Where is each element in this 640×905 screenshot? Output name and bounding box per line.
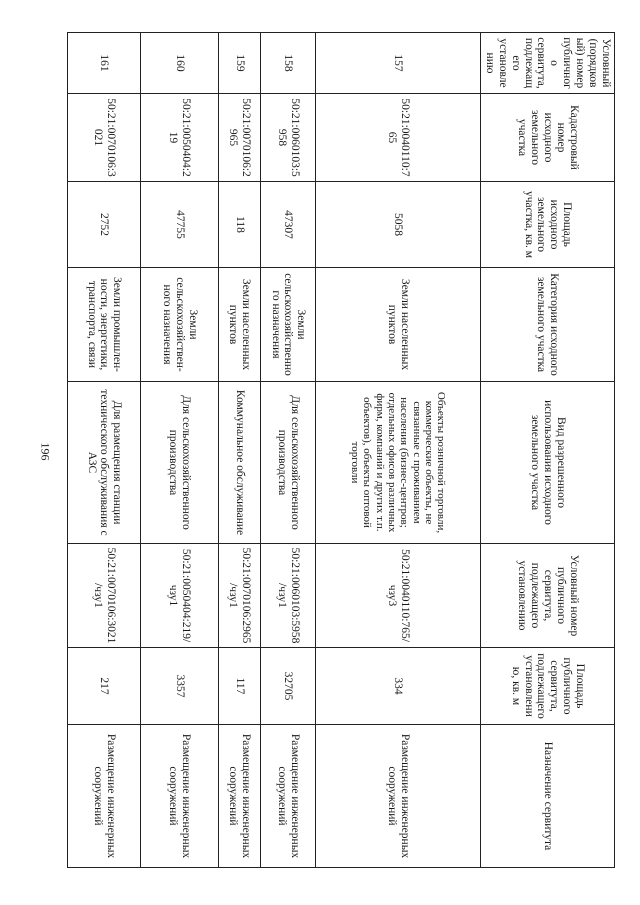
header-servitude-ordinal: Условный (порядковый) номер публичного сервитута, подлежащего установлению [481,33,615,94]
header-cadastral-number: Кадастровый номер исходного земельного участка [481,94,615,182]
cell-number: 159 [218,33,261,94]
header-land-category: Категория исходного земельного участка [481,268,615,382]
cell-servitude-area: 3357 [140,648,218,725]
cell-category: Земли сельскохозяйствен-ного назначения [140,268,218,382]
cell-cadastral: 50:21:0070106:2965 [218,94,261,182]
cell-area: 47755 [140,182,218,268]
cell-servitude-number: 50:21:0050404:219/чзу1 [140,544,218,648]
cell-servitude-number: 50:21:0070106:3021/чзу1 [68,544,141,648]
cell-number: 161 [68,33,141,94]
header-servitude-purpose: Назначение сервитута [481,725,615,868]
cell-cadastral: 50:21:0050404:219 [140,94,218,182]
cell-category: Земли сельскохозяйственно го назначения [261,268,316,382]
table-header-row [481,33,615,868]
table-row [218,33,261,868]
cell-number: 158 [261,33,316,94]
cell-category: Земли промышлен-ности, энергетики, транспорта, связи [68,268,141,382]
cell-number: 157 [315,33,480,94]
cell-servitude-area: 32705 [261,648,316,725]
cell-permitted-use: Для сельскохозяйственного производства [140,382,218,544]
cell-permitted-use: Для сельскохозяйственного производства [261,382,316,544]
cell-servitude-number: 50:21:0040110:765/чзу3 [315,544,480,648]
cell-area: 47307 [261,182,316,268]
cell-category: Земли населенных пунктов [218,268,261,382]
cell-permitted-use: Коммунальное обслуживание [218,382,261,544]
cell-servitude-number: 50:21:0070106:2965/чзу1 [218,544,261,648]
servitude-table [67,32,615,868]
cell-purpose: Размещение инженерных сооружений [68,725,141,868]
cell-permitted-use: Для размещения станции технического обслуживания с АЗС [68,382,141,544]
cell-purpose: Размещение инженерных сооружений [140,725,218,868]
cell-area: 2752 [68,182,141,268]
cell-servitude-number: 50:21:0060103:5958/чзу1 [261,544,316,648]
header-parcel-area: Площадь исходного земельного участка, кв. м [481,182,615,268]
cell-area: 5058 [315,182,480,268]
cell-servitude-area: 117 [218,648,261,725]
cell-cadastral: 50:21:0060103:5958 [261,94,316,182]
cell-number: 160 [140,33,218,94]
cell-cadastral: 50:21:0070106:3021 [68,94,141,182]
table-row [261,33,316,868]
header-permitted-use: Вид разрешенного использования исходного земельного участка [481,382,615,544]
table-row [315,33,480,868]
servitude-table-container [67,32,615,867]
page-number: 196 [38,442,53,461]
cell-servitude-area: 217 [68,648,141,725]
cell-servitude-area: 334 [315,648,480,725]
header-servitude-number: Условный номер публичного сервитута, подлежащего установлению [481,544,615,648]
cell-purpose: Размещение инженерных сооружений [218,725,261,868]
cell-category: Земли населенных пунктов [315,268,480,382]
cell-cadastral: 50:21:0040110:765 [315,94,480,182]
table-row [68,33,141,868]
header-servitude-area: Площадь публичного сервитута, подлежащего установлению, кв. м [481,648,615,725]
cell-permitted-use: Объекты розничной торговли, коммерческие объекты, не связанные с проживанием населения (бизнес-центров; отдельных офисов различных фирм, компаний и других т.п. объектов), объекты оптовой торговли [315,382,480,544]
cell-area: 118 [218,182,261,268]
cell-purpose: Размещение инженерных сооружений [315,725,480,868]
rotated-table-frame [67,32,615,867]
table-row [140,33,218,868]
cell-purpose: Размещение инженерных сооружений [261,725,316,868]
